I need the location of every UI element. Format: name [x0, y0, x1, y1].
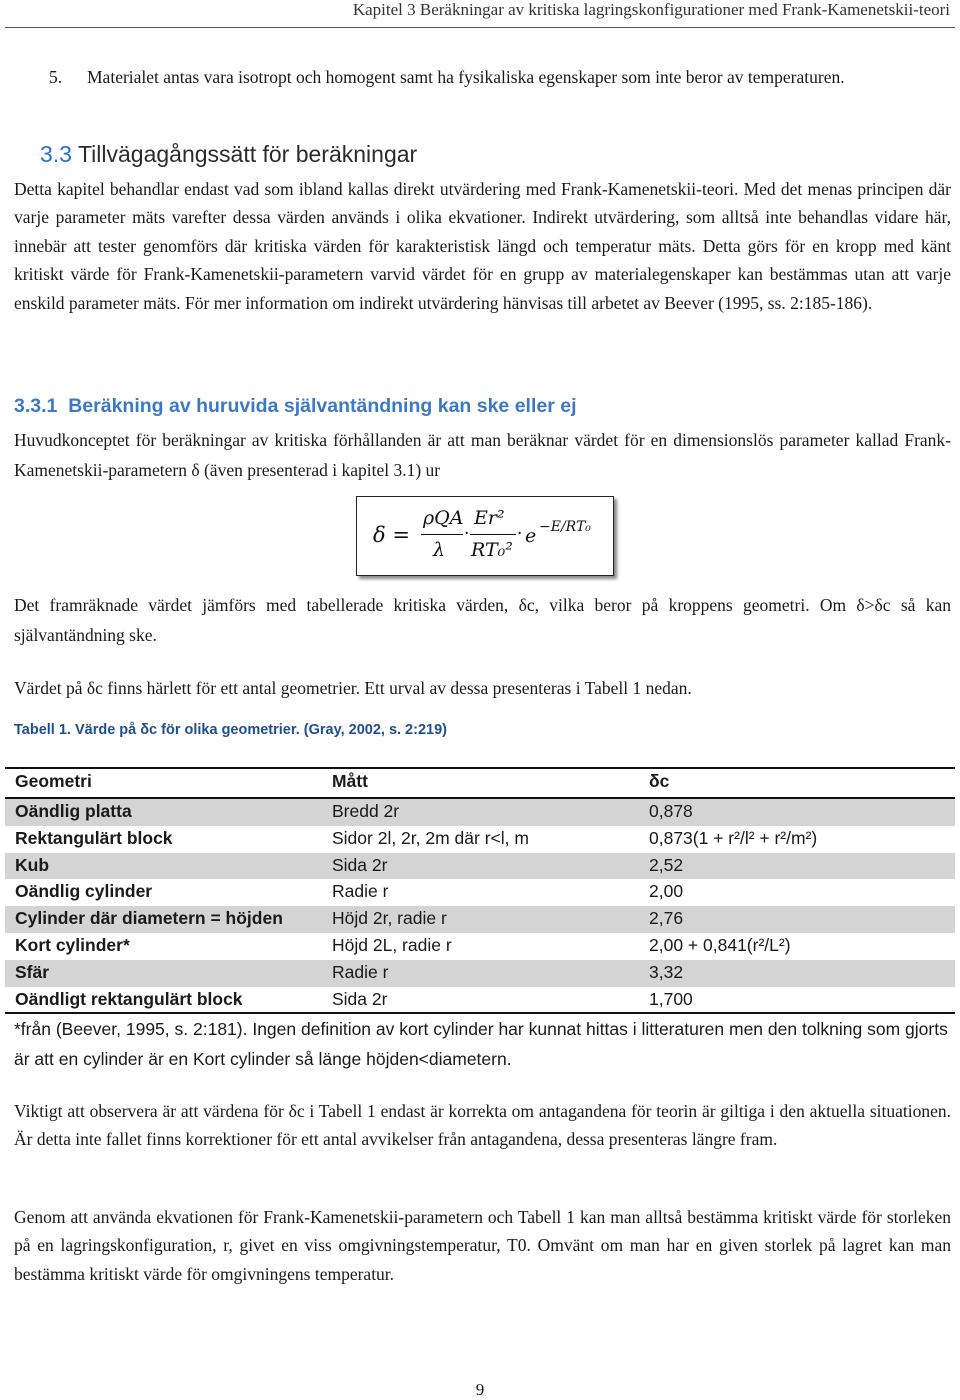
page-number: 9	[475, 1380, 485, 1399]
cell-dimension: Höjd 2L, radie r	[332, 935, 452, 955]
paragraph-validity: Viktigt att observera är att värdena för δc i Tabell 1 endast är korrekta om antagandena för teorin är giltiga i den aktuella situationen. Är detta inte fallet finns korrektioner för ett antal avvikelser från antagandena, dessa presenteras längre fram.	[14, 1101, 951, 1150]
subsection-heading	[14, 395, 577, 418]
list-item-text: Materialet antas vara isotropt och homogent samt ha fysikaliska egenskaper som inte beror av temperaturen.	[87, 67, 845, 87]
cell-delta-c: 2,76	[649, 908, 684, 929]
formula-dot-2: ·	[517, 524, 523, 544]
cell-dimension: Sida 2r	[332, 988, 388, 1009]
cell-dimension: Radie r	[332, 881, 389, 902]
section-title: Tillvägagångssätt för beräkningar	[77, 141, 418, 167]
cell-dimension: Bredd 2r	[332, 801, 400, 821]
paragraph-concept: Huvudkonceptet för beräkningar av kritiska förhållanden är att man beräknar värdet för en dimensionslös parameter kallad Frank-Kamenetskii-parametern δ (även presenterad i kapitel 3.1) ur	[14, 430, 951, 480]
subsection-number: 3.3.1	[14, 395, 58, 417]
cell-geometry: Sfär	[15, 961, 50, 982]
fraction-line-2	[470, 534, 516, 535]
cell-geometry: Oändligt rektangulärt block	[15, 988, 243, 1009]
table-header-row	[5, 769, 955, 796]
section-heading	[40, 141, 417, 168]
formula-exp-base: e	[525, 525, 537, 547]
cell-geometry: Oändlig cylinder	[15, 881, 153, 902]
running-header: Kapitel 3 Beräkningar av kritiska lagringskonfigurationer med Frank-Kamenetskii-teori	[352, 0, 950, 19]
paragraph-intro: Detta kapitel behandlar endast vad som ibland kallas direkt utvärdering med Frank-Kamenetskii-teori. Med det menas principen där varje parameter mäts varefter dessa värden används i olika ekvationer. Indirekt utvärdering, som alltså inte behandlas vidare här, innebär att tester genomförs där kritiska värden för karakteristisk längd och temperatur mäts. Detta görs för en kropp med känt kritiskt värde för Frank-Kamenetskii-parametern varvid värdet för en grupp av materialegenskaper kan bestämmas utan att varje enskild parameter mäts. För mer information om indirekt utvärdering hänvisas till arbetet av Beever (1995, ss. 2:185-186).	[14, 179, 951, 313]
cell-delta-c: 0,873(1 + r²/l² + r²/m²)	[649, 827, 818, 848]
formula-lhs: δ =	[373, 523, 410, 547]
table-row	[5, 933, 955, 960]
cell-dimension: Sida 2r	[332, 854, 388, 875]
paragraph-application: Genom att använda ekvationen för Frank-Kamenetskii-parametern och Tabell 1 kan man alltså bestämma kritiskt värde för storleken på en lagringskonfiguration, r, givet en viss omgivningstemperatur, T0. Omvänt om man har en given storlek på lagret kan man bestämma kritiskt värde för omgivningens temperatur.	[14, 1207, 951, 1284]
section-number: 3.3	[40, 141, 72, 167]
table-caption: Tabell 1. Värde på δc för olika geometrier. (Gray, 2002, s. 2:219)	[14, 722, 447, 738]
cell-geometry: Kort cylinder*	[15, 935, 130, 955]
formula-dot-1: ·	[464, 524, 470, 544]
cell-geometry: Kub	[15, 854, 50, 875]
table-row	[5, 799, 955, 826]
formula-denominator-2: RT₀²	[471, 539, 513, 561]
cell-dimension: Radie r	[332, 961, 389, 982]
cell-delta-c: 0,878	[649, 801, 693, 821]
formula-denominator-1: λ	[433, 539, 446, 561]
formula-box	[356, 496, 614, 576]
header-rule	[5, 27, 955, 28]
table-footnote: *från (Beever, 1995, s. 2:181). Ingen definition av kort cylinder har kunnat hittas i litteraturen men den tolkning som gjorts är att en cylinder är en Kort cylinder så länge höjden<diametern.	[14, 1019, 948, 1069]
formula-numerator-2: Er²	[474, 507, 505, 529]
list-item-number: 5.	[49, 67, 63, 87]
paragraph-comparison: Det framräknade värdet jämförs med tabellerade kritiska värden, δc, vilka beror på kroppens geometri. Om δ>δc så kan självantändning ske.	[14, 595, 951, 645]
paragraph-derived: Värdet på δc finns härlett för ett antal geometrier. Ett urval av dessa presenteras i Tabell 1 nedan.	[14, 678, 692, 698]
formula-exp-power: −E/RT₀	[539, 519, 591, 535]
cell-geometry: Rektangulärt block	[15, 827, 173, 848]
table-row	[5, 853, 955, 880]
cell-geometry: Oändlig platta	[15, 801, 132, 821]
header-matt: Mått	[332, 771, 368, 791]
table-row	[5, 879, 955, 906]
header-geometri: Geometri	[15, 771, 92, 791]
cell-delta-c: 2,00 + 0,841(r²/L²)	[649, 935, 791, 955]
table-row	[5, 906, 955, 933]
cell-delta-c: 3,32	[649, 961, 684, 982]
fraction-line-1	[421, 534, 463, 535]
cell-delta-c: 2,00	[649, 881, 684, 902]
cell-delta-c: 2,52	[649, 854, 684, 875]
cell-delta-c: 1,700	[649, 988, 693, 1009]
cell-dimension: Höjd 2r, radie r	[332, 908, 447, 929]
table-row	[5, 826, 955, 853]
table-row	[5, 960, 955, 987]
cell-geometry: Cylinder där diametern = höjden	[15, 908, 283, 929]
subsection-title: Beräkning av huruvida självantändning kan ske eller ej	[68, 395, 577, 417]
table-row	[5, 987, 955, 1014]
formula-numerator-1: ρQA	[423, 507, 464, 529]
cell-dimension: Sidor 2l, 2r, 2m där r<l, m	[332, 827, 529, 848]
header-delta-c: δc	[649, 771, 670, 791]
